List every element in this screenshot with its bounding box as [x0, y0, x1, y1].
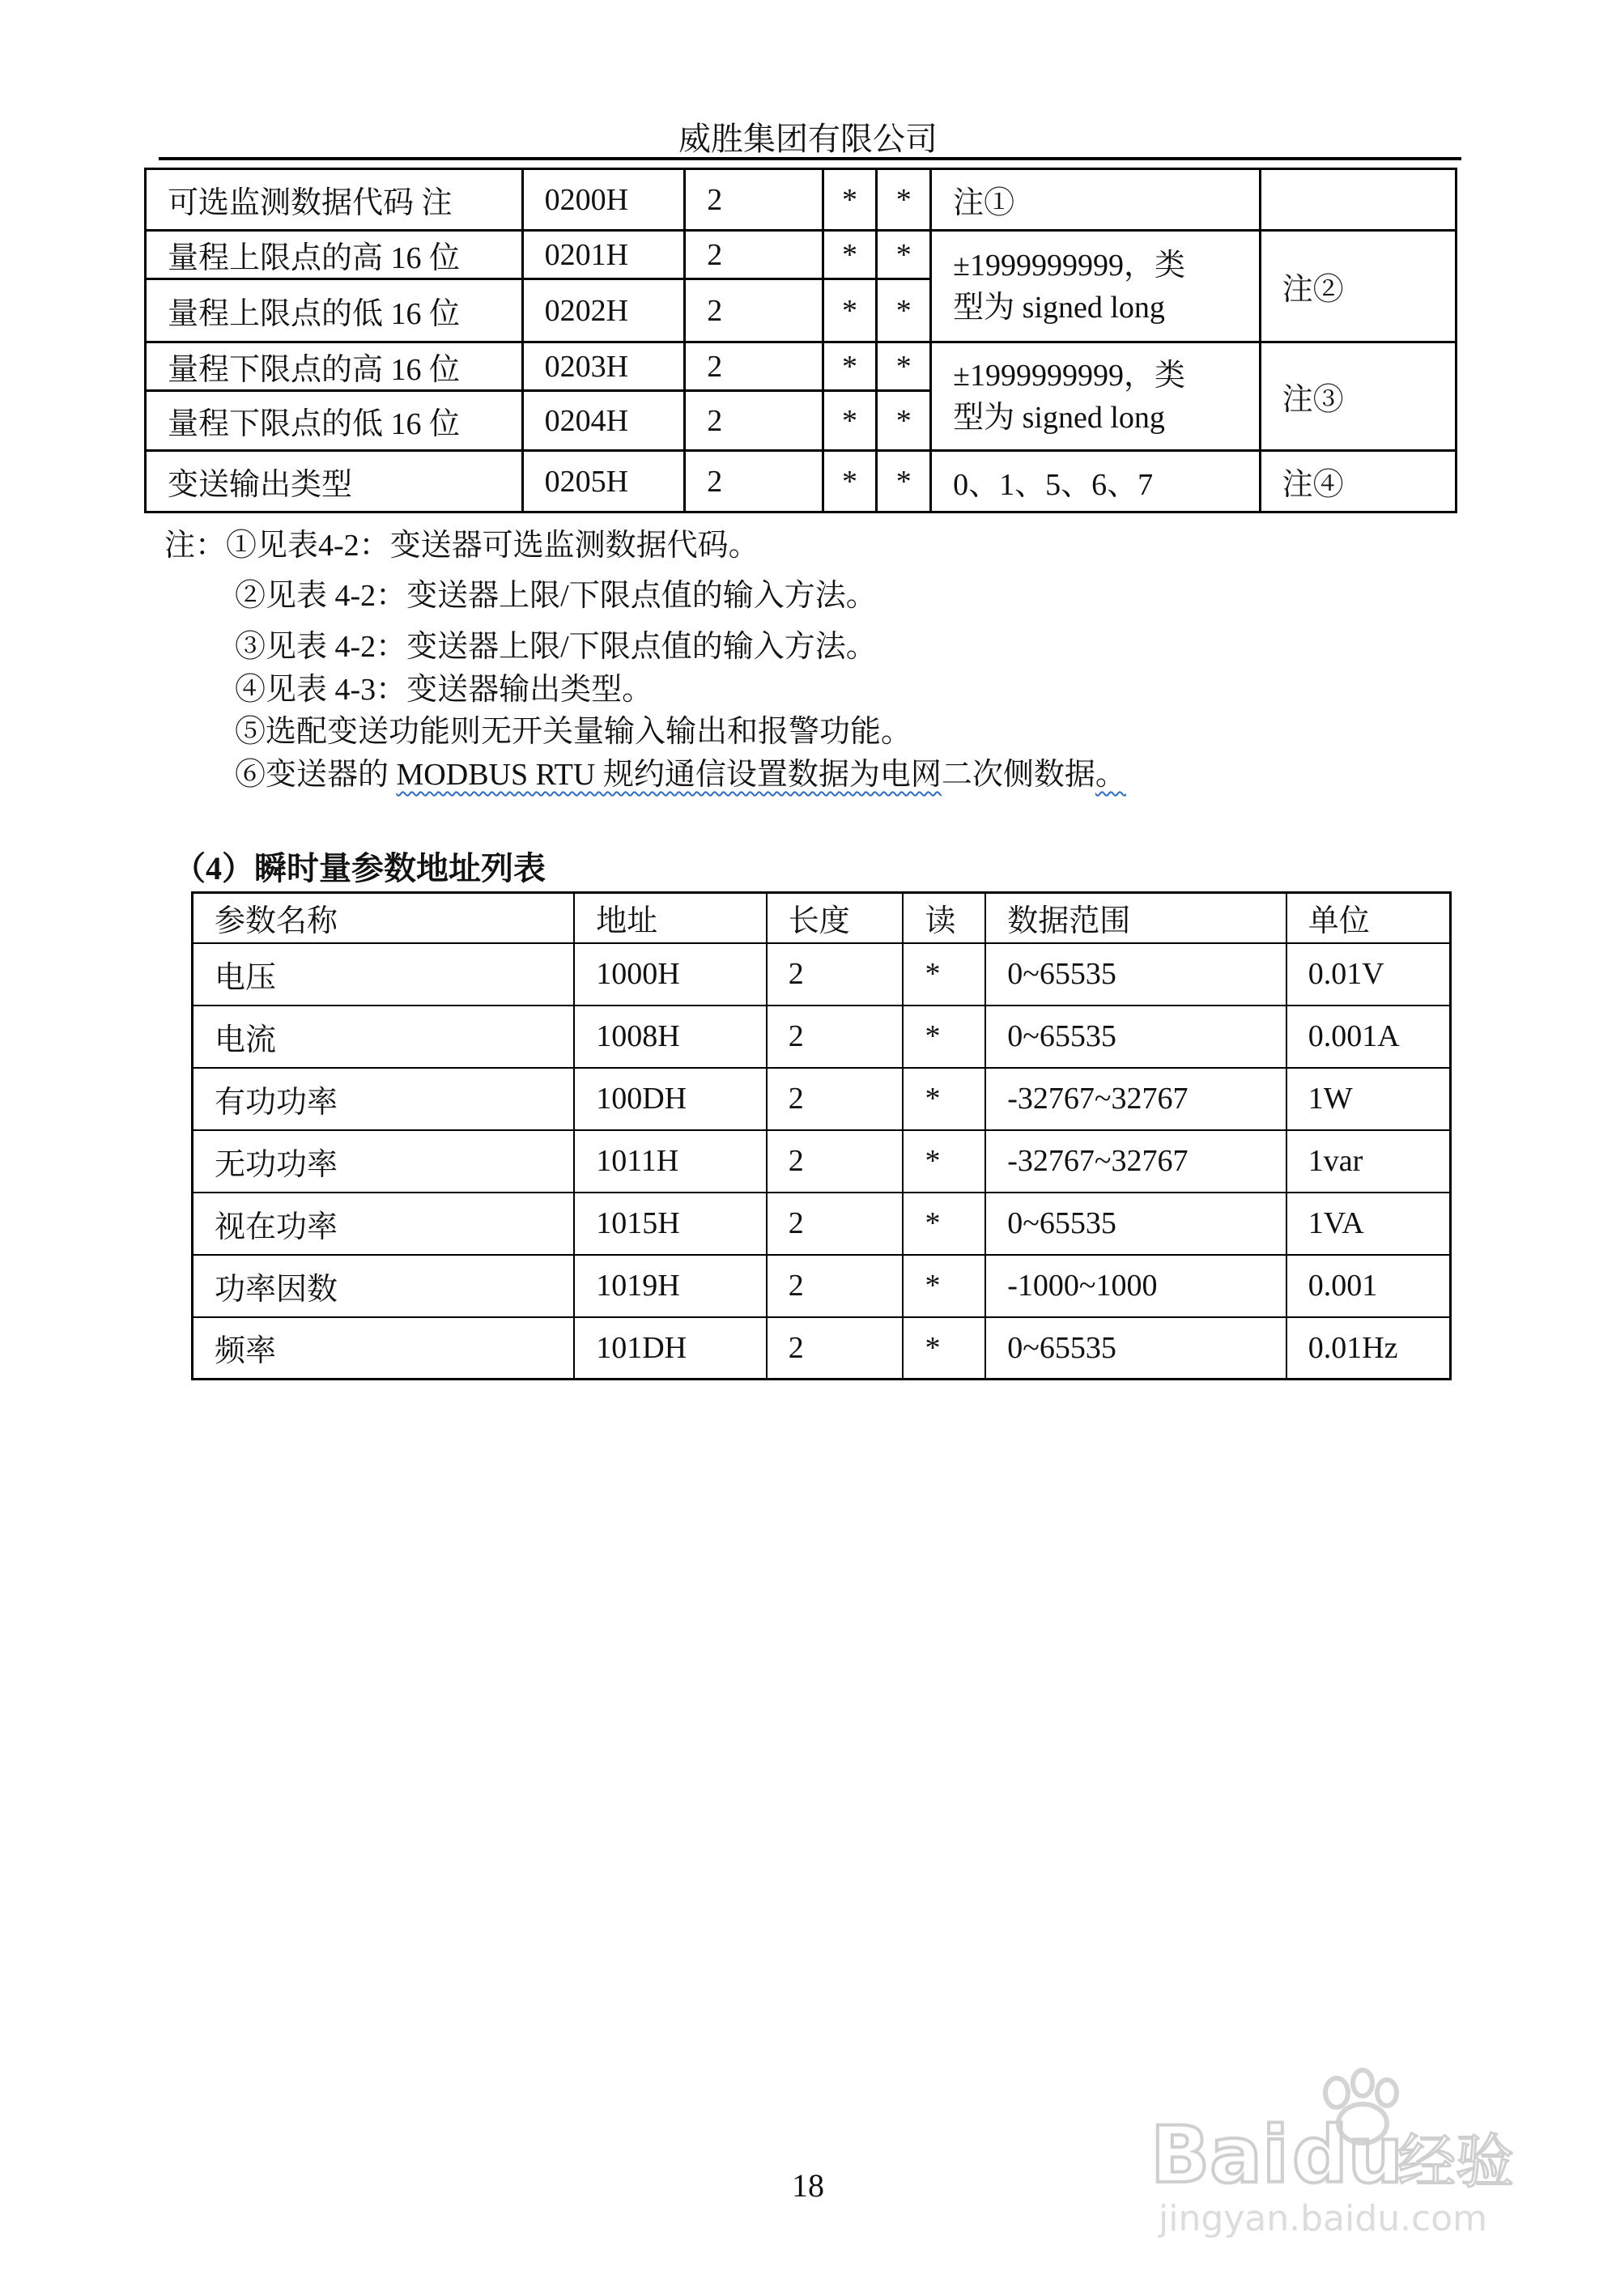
cell-read: * — [823, 451, 877, 512]
cell-len: 2 — [685, 342, 823, 391]
table-row — [193, 1255, 1451, 1317]
cell-name: 电流 — [193, 1006, 575, 1068]
cell-note: 注③ — [1260, 342, 1456, 451]
column-header: 参数名称 — [193, 893, 575, 943]
cell-unit: 0.01Hz — [1286, 1317, 1451, 1380]
cell-addr: 0205H — [522, 451, 685, 512]
cell-note: 注② — [1260, 231, 1456, 342]
svg-text:jingyan.baidu.com: jingyan.baidu.com — [1159, 2198, 1488, 2239]
range-line: 型为 signed long — [953, 290, 1165, 325]
svg-text:经验: 经验 — [1397, 2128, 1515, 2196]
cell-name: 量程下限点的低 16 位 — [146, 391, 523, 451]
table-row — [193, 1130, 1451, 1193]
svg-text:Bai: Bai — [1150, 2110, 1289, 2200]
table-row — [193, 1193, 1451, 1255]
cell-range: 0~65535 — [985, 943, 1286, 1006]
table-row — [193, 1006, 1451, 1068]
cell-addr: 1019H — [574, 1255, 767, 1317]
cell-unit: 1W — [1286, 1068, 1451, 1130]
table-row — [146, 231, 1457, 279]
cell-range — [931, 231, 1261, 342]
cell-note — [1260, 169, 1456, 231]
table-row — [193, 1317, 1451, 1380]
cell-addr: 1015H — [574, 1193, 767, 1255]
baidu-paw-logo-icon — [1150, 2060, 1523, 2247]
cell-write: * — [877, 391, 931, 451]
cell-range: 0~65535 — [985, 1193, 1286, 1255]
cell-read: * — [823, 391, 877, 451]
header-row — [193, 893, 1451, 943]
cell-name: 量程上限点的高 16 位 — [146, 231, 523, 279]
note-6-text: 二次侧数据 — [941, 758, 1095, 792]
note-4: ④见表 4-3：变送器输出类型。 — [235, 673, 653, 707]
cell-addr: 0203H — [522, 342, 685, 391]
header-divider — [159, 157, 1461, 160]
cell-read: * — [823, 279, 877, 342]
page-number: 18 — [792, 2167, 824, 2204]
range-line: 型为 signed long — [953, 400, 1165, 435]
cell-name: 量程下限点的高 16 位 — [146, 342, 523, 391]
note-6-end: 。 — [1095, 758, 1126, 792]
note-6 — [235, 749, 1126, 793]
cell-len: 2 — [767, 1317, 904, 1380]
cell-range: 0、1、5、6、7 — [931, 451, 1261, 512]
page-header-company: 威胜集团有限公司 — [678, 121, 938, 157]
cell-len: 2 — [685, 169, 823, 231]
cell-name: 频率 — [193, 1317, 575, 1380]
cell-range: 注① — [931, 169, 1261, 231]
cell-unit: 1VA — [1286, 1193, 1451, 1255]
cell-addr: 0200H — [522, 169, 685, 231]
cell-write: * — [877, 231, 931, 279]
cell-addr: 1011H — [574, 1130, 767, 1193]
cell-len: 2 — [767, 1193, 904, 1255]
register-table — [144, 168, 1457, 513]
cell-note: 注④ — [1260, 451, 1456, 512]
cell-name: 量程上限点的低 16 位 — [146, 279, 523, 342]
cell-read: * — [903, 943, 985, 1006]
cell-len: 2 — [685, 391, 823, 451]
cell-range: -32767~32767 — [985, 1130, 1286, 1193]
cell-read: * — [823, 231, 877, 279]
cell-addr: 0204H — [522, 391, 685, 451]
cell-name: 有功功率 — [193, 1068, 575, 1130]
cell-read: * — [903, 1130, 985, 1193]
column-header: 读 — [903, 893, 985, 943]
cell-read: * — [903, 1317, 985, 1380]
column-header: 数据范围 — [985, 893, 1286, 943]
cell-write: * — [877, 279, 931, 342]
cell-len: 2 — [767, 1006, 904, 1068]
cell-write: * — [877, 169, 931, 231]
note-5: ⑤选配变送功能则无开关量输入输出和报警功能。 — [235, 715, 912, 749]
cell-range: -1000~1000 — [985, 1255, 1286, 1317]
cell-read: * — [903, 1006, 985, 1068]
note-3: ③见表 4-2：变送器上限/下限点值的输入方法。 — [235, 630, 877, 664]
cell-unit: 0.001 — [1286, 1255, 1451, 1317]
cell-read: * — [823, 342, 877, 391]
note-6-wavy-text: MODBUS RTU 规约通信设置数据为电网 — [396, 758, 942, 792]
cell-len: 2 — [767, 1255, 904, 1317]
cell-len: 2 — [685, 231, 823, 279]
cell-read: * — [823, 169, 877, 231]
cell-addr: 0202H — [522, 279, 685, 342]
cell-addr: 101DH — [574, 1317, 767, 1380]
table-row — [146, 342, 1457, 391]
note-2: ②见表 4-2：变送器上限/下限点值的输入方法。 — [235, 579, 877, 613]
cell-len: 2 — [767, 1130, 904, 1193]
table-row — [146, 451, 1457, 512]
section-heading: （4）瞬时量参数地址列表 — [173, 850, 546, 887]
cell-addr: 1000H — [574, 943, 767, 1006]
instant-params-table — [191, 891, 1452, 1380]
cell-read: * — [903, 1255, 985, 1317]
cell-unit: 0.01V — [1286, 943, 1451, 1006]
cell-range: -32767~32767 — [985, 1068, 1286, 1130]
cell-len: 2 — [685, 279, 823, 342]
range-line: ±1999999999，类 — [953, 358, 1185, 393]
svg-text:du: du — [1292, 2110, 1404, 2200]
cell-range: 0~65535 — [985, 1006, 1286, 1068]
cell-name: 变送输出类型 — [146, 451, 523, 512]
cell-len: 2 — [767, 1068, 904, 1130]
cell-read: * — [903, 1068, 985, 1130]
cell-write: * — [877, 342, 931, 391]
baidu-watermark — [1150, 2060, 1523, 2247]
table-row — [193, 943, 1451, 1006]
cell-name: 视在功率 — [193, 1193, 575, 1255]
cell-len: 2 — [685, 451, 823, 512]
cell-unit: 0.001A — [1286, 1006, 1451, 1068]
table-row — [146, 169, 1457, 231]
range-line: ±1999999999，类 — [953, 248, 1185, 283]
table-row — [193, 1068, 1451, 1130]
cell-addr: 0201H — [522, 231, 685, 279]
cell-write: * — [877, 451, 931, 512]
cell-len: 2 — [767, 943, 904, 1006]
note-6-prefix: ⑥变送器的 — [235, 758, 397, 792]
cell-name: 功率因数 — [193, 1255, 575, 1317]
cell-addr: 1008H — [574, 1006, 767, 1068]
cell-read: * — [903, 1193, 985, 1255]
cell-range — [931, 342, 1261, 451]
column-header: 地址 — [574, 893, 767, 943]
cell-addr: 100DH — [574, 1068, 767, 1130]
cell-name: 电压 — [193, 943, 575, 1006]
cell-range: 0~65535 — [985, 1317, 1286, 1380]
column-header: 长度 — [767, 893, 904, 943]
cell-name: 无功功率 — [193, 1130, 575, 1193]
column-header: 单位 — [1286, 893, 1451, 943]
cell-name: 可选监测数据代码 注 — [146, 169, 523, 231]
note-1: 注：①见表4-2：变送器可选监测数据代码。 — [164, 529, 759, 563]
cell-unit: 1var — [1286, 1130, 1451, 1193]
